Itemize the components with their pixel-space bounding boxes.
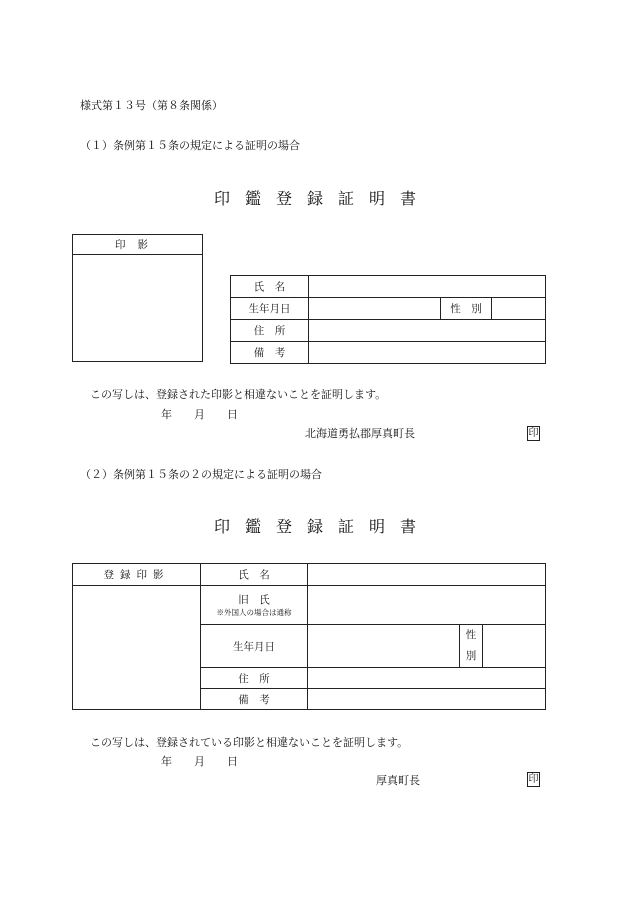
address-value <box>309 320 546 342</box>
sex-value <box>492 298 546 320</box>
section2-seal-mark: 印 <box>528 774 539 785</box>
address-label-2: 住 所 <box>201 668 308 689</box>
sex-label-2 <box>460 625 483 668</box>
section1-certify-text: この写しは、登録された印影と相違ないことを証明します。 <box>90 388 387 401</box>
section1-date-line: 年 月 日 <box>161 408 238 421</box>
address-label: 住 所 <box>231 320 309 342</box>
name-label: 氏 名 <box>231 276 309 298</box>
registered-seal-label: 登録印影 <box>73 564 201 586</box>
sex-label-2-bottom: 別 <box>465 650 477 662</box>
remarks-value <box>309 342 546 364</box>
name-value <box>309 276 546 298</box>
sex-label: 性 別 <box>441 298 492 320</box>
section2-table <box>72 563 546 710</box>
section1-issuer: 北海道勇払郡厚真町長 <box>305 427 415 440</box>
birth-value <box>309 298 441 320</box>
sex-value-2 <box>483 625 546 668</box>
section2-issuer: 厚真町長 <box>376 774 420 787</box>
section1-title: 印鑑登録証明書 <box>214 189 432 208</box>
registered-seal-area <box>73 586 201 710</box>
former-name-value <box>308 586 546 625</box>
seal-box-label: 印影 <box>73 235 203 255</box>
remarks-label: 備 考 <box>231 342 309 364</box>
birth-label-2: 生年月日 <box>201 625 308 668</box>
form-number: 様式第１３号（第８条関係） <box>80 99 223 112</box>
former-name-note: ※外国人の場合は通称 <box>216 608 292 617</box>
section2-title: 印鑑登録証明書 <box>214 517 432 536</box>
name-label-2: 氏 名 <box>201 564 308 586</box>
section1-seal-box <box>72 234 203 362</box>
former-name-label: 旧 氏 <box>238 594 270 606</box>
sex-label-2-top: 性 <box>465 629 477 641</box>
address-value-2 <box>308 668 546 689</box>
remarks-value-2 <box>308 689 546 710</box>
remarks-label-2: 備 考 <box>201 689 308 710</box>
name-value-2 <box>308 564 546 586</box>
section2-heading: （２）条例第１５条の２の規定による証明の場合 <box>80 468 322 481</box>
section2-certify-text: この写しは、登録されている印影と相違ないことを証明します。 <box>90 736 409 749</box>
birth-label: 生年月日 <box>231 298 309 320</box>
section1-info-table <box>230 275 546 364</box>
seal-image-area <box>73 255 203 362</box>
section1-seal-mark: 印 <box>528 428 539 439</box>
section2-date-line: 年 月 日 <box>161 755 238 768</box>
former-name-cell <box>201 586 308 625</box>
birth-value-2 <box>308 625 460 668</box>
section1-heading: （１）条例第１５条の規定による証明の場合 <box>80 139 300 152</box>
